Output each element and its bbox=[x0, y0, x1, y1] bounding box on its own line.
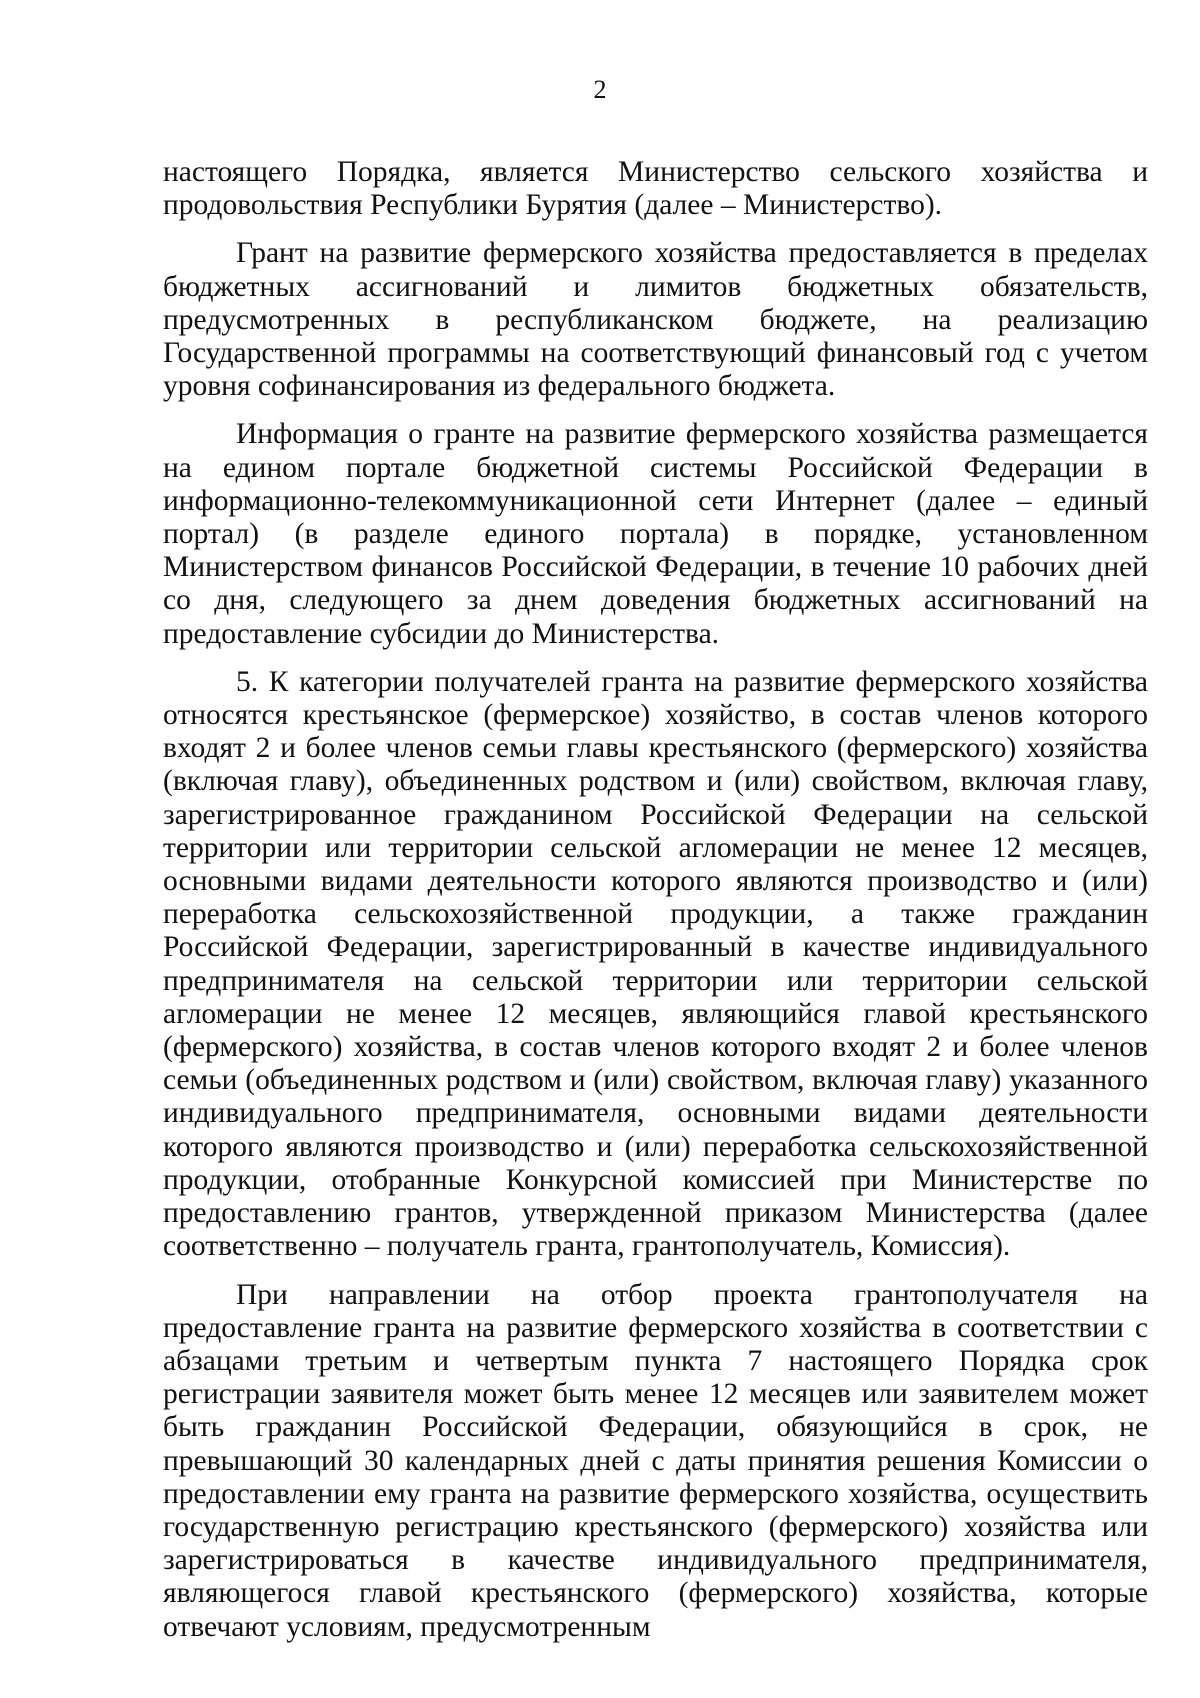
document-body bbox=[163, 156, 1148, 1659]
paragraph-5: При направлении на отбор проекта грантополучателя на предоставление гранта на развитие фермерского хозяйства в соответствии с абзацами третьим и четвертым пункта 7 настоящего Порядка срок регистрации заявителя может быть менее 12 месяцев или заявителем может быть гражданин Российской Федерации, обязующийся в срок, не превышающий 30 календарных дней с даты принятия решения Комиссии о предоставлении ему гранта на развитие фермерского хозяйства, осуществить государственную регистрацию крестьянского (фермерского) хозяйства или зарегистрироваться в качестве индивидуального предпринимателя, являющегося главой крестьянского (фермерского) хозяйства, которые отвечают условиям, предусмотренным bbox=[163, 1278, 1148, 1643]
paragraph-2: Грант на развитие фермерского хозяйства предоставляется в пределах бюджетных ассигнований и лимитов бюджетных обязательств, предусмотренных в республиканском бюджете, на реализацию Государственной программы на соответствующий финансовый год с учетом уровня софинансирования из федерального бюджета. bbox=[163, 237, 1148, 403]
page-number: 2 bbox=[593, 75, 607, 104]
paragraph-3: Информация о гранте на развитие фермерского хозяйства размещается на едином портале бюджетной системы Российской Федерации в информационно-телекоммуникационной сети Интернет (далее – единый портал) (в разделе единого портала) в порядке, установленном Министерством финансов Российской Федерации, в течение 10 рабочих дней со дня, следующего за днем доведения бюджетных ассигнований на предоставление субсидии до Министерства. bbox=[163, 418, 1148, 650]
paragraph-4: 5. К категории получателей гранта на развитие фермерского хозяйства относятся крестьянское (фермерское) хозяйство, в состав членов которого входят 2 и более членов семьи главы крестьянского (фермерского) хозяйства (включая главу), объединенных родством и (или) свойством, включая главу, зарегистрированное гражданином Российской Федерации на сельской территории или территории сельской агломерации не менее 12 месяцев, основными видами деятельности которого являются производство и (или) переработка сельскохозяйственной продукции, а также гражданин Российской Федерации, зарегистрированный в качестве индивидуального предпринимателя на сельской территории или территории сельской агломерации не менее 12 месяцев, являющийся главой крестьянского (фермерского) хозяйства, в состав членов которого входят 2 и более членов семьи (объединенных родством и (или) свойством, включая главу) указанного индивидуального предпринимателя, основными видами деятельности которого являются производство и (или) переработка сельскохозяйственной продукции, отобранные Конкурсной комиссией при Министерстве по предоставлению грантов, утвержденной приказом Министерства (далее соответственно – получатель гранта, грантополучатель, Комиссия). bbox=[163, 665, 1148, 1263]
paragraph-1: настоящего Порядка, является Министерство сельского хозяйства и продовольствия Республики Бурятия (далее – Министерство). bbox=[163, 156, 1148, 222]
